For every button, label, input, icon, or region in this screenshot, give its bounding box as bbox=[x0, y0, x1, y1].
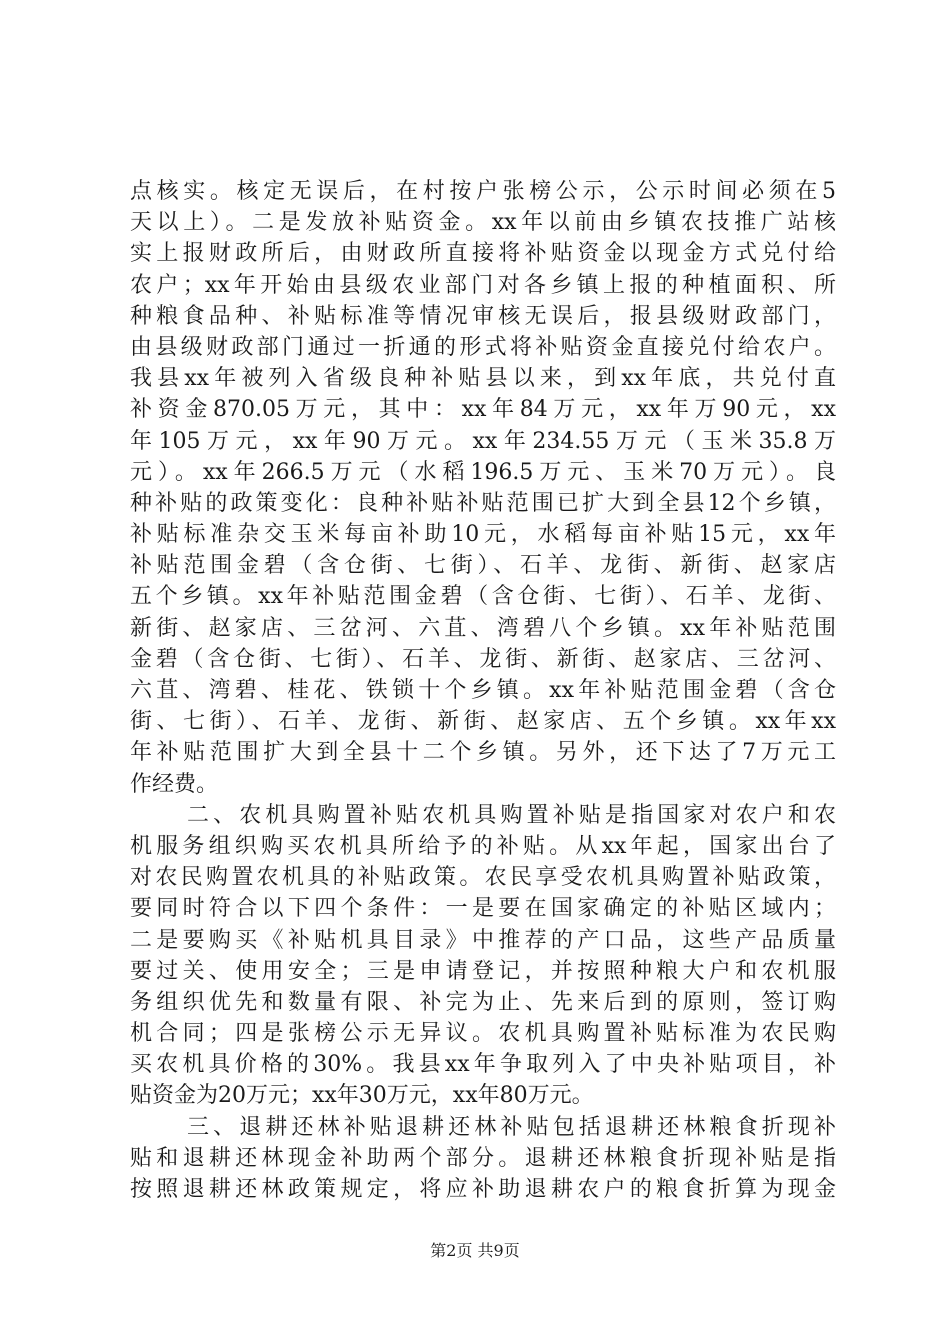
text-line: 由县级财政部门通过一折通的形式将补贴资金直接兑付给农户。 bbox=[130, 334, 836, 360]
text-line: 街、七街）、石羊、龙街、新街、赵家店、五个乡镇。xx年xx bbox=[130, 709, 836, 735]
text-line: 天以上）。二是发放补贴资金。xx年以前由乡镇农技推广站核 bbox=[130, 210, 836, 236]
text-line: 补资金870.05万元，其中：xx年84万元，xx年万90元，xx bbox=[130, 397, 836, 423]
text-line: 我县xx年被列入省级良种补贴县以来，到xx年底，共兑付直 bbox=[130, 366, 836, 392]
text-line: 种补贴的政策变化：良种补贴补贴范围已扩大到全县12个乡镇， bbox=[130, 490, 836, 516]
text-line: 作经费。 bbox=[130, 771, 219, 797]
document-body bbox=[130, 176, 836, 1205]
text-line: 六苴、湾碧、桂花、铁锁十个乡镇。xx年补贴范围金碧（含仓 bbox=[130, 678, 836, 703]
text-line: 年补贴范围扩大到全县十二个乡镇。另外，还下达了7万元工 bbox=[130, 740, 836, 766]
page-footer: 第2页 共9页 bbox=[430, 1241, 520, 1260]
text-line: 新街、赵家店、三岔河、六苴、湾碧八个乡镇。xx年补贴范围 bbox=[130, 615, 836, 641]
text-line: 机服务组织购买农机具所给予的补贴。从xx年起，国家出台了 bbox=[130, 833, 836, 859]
text-line: 机合同；四是张榜公示无异议。农机具购置补贴标准为农民购 bbox=[130, 1021, 836, 1047]
text-line: 五个乡镇。xx年补贴范围金碧（含仓街、七街）、石羊、龙街、 bbox=[130, 584, 836, 610]
text-line: 点核实。核定无误后，在村按户张榜公示，公示时间必须在5 bbox=[130, 179, 836, 204]
text-line: 年105万元，xx年90万元。xx年234.55万元（玉米35.8万 bbox=[130, 428, 836, 454]
text-line: 金碧（含仓街、七街）、石羊、龙街、新街、赵家店、三岔河、 bbox=[130, 646, 836, 672]
text-line: 二、农机具购置补贴农机具购置补贴是指国家对农户和农 bbox=[187, 802, 836, 828]
text-line: 要同时符合以下四个条件：一是要在国家确定的补贴区域内； bbox=[130, 896, 836, 922]
text-line: 务组织优先和数量有限、补完为止、先来后到的原则，签订购 bbox=[130, 989, 836, 1015]
text-line: 二是要购买《补贴机具目录》中推荐的产口品，这些产品质量 bbox=[130, 927, 836, 953]
text-line: 贴和退耕还林现金补助两个部分。退耕还林粮食折现补贴是指 bbox=[130, 1145, 836, 1171]
text-line: 补贴范围金碧（含仓街、七街）、石羊、龙街、新街、赵家店 bbox=[130, 553, 836, 579]
text-line: 对农民购置农机具的补贴政策。农民享受农机具购置补贴政策， bbox=[130, 865, 836, 891]
text-line: 要过关、使用安全；三是申请登记，并按照种粮大户和农机服 bbox=[130, 958, 836, 984]
text-line: 元）。xx年266.5万元（水稻196.5万元、玉米70万元）。良 bbox=[130, 459, 836, 485]
text-line: 贴资金为20万元；xx年30万元，xx年80万元。 bbox=[130, 1083, 594, 1109]
text-line: 种粮食品种、补贴标准等情况审核无误后，报县级财政部门， bbox=[130, 303, 836, 329]
text-line: 三、退耕还林补贴退耕还林补贴包括退耕还林粮食折现补 bbox=[187, 1114, 836, 1140]
text-line: 实上报财政所后，由财政所直接将补贴资金以现金方式兑付给 bbox=[130, 241, 836, 267]
text-line: 买农机具价格的30%。我县xx年争取列入了中央补贴项目，补 bbox=[130, 1052, 836, 1078]
text-line: 按照退耕还林政策规定，将应补助退耕农户的粮食折算为现金 bbox=[130, 1177, 836, 1202]
text-line: 补贴标准杂交玉米每亩补助10元，水稻每亩补贴15元，xx年 bbox=[130, 522, 836, 548]
text-line: 农户；xx年开始由县级农业部门对各乡镇上报的种植面积、所 bbox=[130, 272, 836, 298]
